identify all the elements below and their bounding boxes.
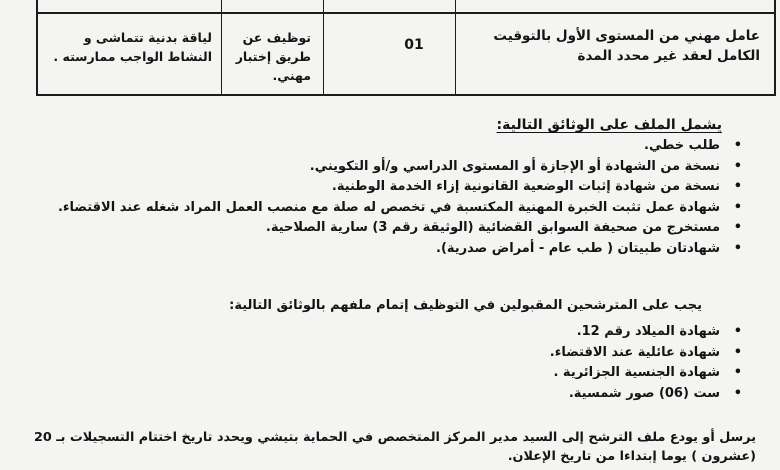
list-item-text: نسخة من الشهادة أو الإجازة أو المستوى الدراسي و/أو التكويني.: [309, 158, 720, 174]
list-item: [550, 363, 742, 384]
list-item-text: نسخة من شهادة إثبات الوضعية القانونية إزاء الخدمة الوطنية.: [331, 179, 720, 194]
list-item: [550, 343, 742, 364]
table-divider: [323, 0, 324, 94]
list-item: [58, 218, 742, 239]
list-item: [550, 322, 742, 343]
bullet-icon: •: [733, 179, 742, 194]
job-title-cell: عامل مهني من المستوى الأول بالتوقيت الكامل لعقد غير محدد المدة: [493, 28, 760, 64]
list-item-text: مستخرج من صحيفة السوابق القضائية (الوثيقة رقم 3) سارية الصلاحية.: [265, 220, 720, 235]
job-table: [36, 0, 776, 96]
submission-note: يرسل أو يودع ملف الترشح إلى السيد مدير المركز المتخصص في الحماية بتيشي ويحدد تاريخ اختتام التسجيلات بـ 20 (عشرون ) يوما إبتداءا من تاريخ الإعلان.: [33, 430, 756, 464]
list-item-text: شهادتان طبيتان ( طب عام - أمراض صدرية).: [436, 240, 720, 256]
list-item: [58, 239, 742, 260]
accepted-documents-list: [550, 322, 742, 404]
recruitment-method-cell: توظيف عن طريق إختبار مهني.: [235, 30, 311, 83]
bullet-icon: •: [733, 344, 742, 360]
table-divider: [455, 0, 456, 94]
documents-list: [58, 136, 742, 259]
bullet-icon: •: [733, 138, 742, 153]
bullet-icon: •: [733, 365, 742, 380]
bullet-icon: •: [733, 240, 742, 256]
requirements-cell: لياقة بدنية تتماشى و النشاط الواجب ممارسته .: [53, 30, 212, 64]
bullet-icon: •: [733, 158, 742, 174]
list-item-text: طلب خطي.: [644, 138, 720, 153]
list-item: [58, 136, 742, 157]
table-header-row: [38, 0, 774, 14]
list-item: [58, 177, 742, 198]
list-item: [550, 384, 742, 405]
list-item-text: شهادة الميلاد رقم 12.: [576, 324, 720, 339]
bullet-icon: •: [733, 220, 742, 235]
bullet-icon: •: [733, 199, 742, 215]
list-item-text: شهادة عمل تثبت الخبرة المهنية المكتسبة في تخصص له صلة مع منصب العمل المراد شغله عند الاقتضاء.: [57, 199, 720, 215]
list-item: [58, 157, 742, 178]
list-item: [58, 198, 742, 219]
list-item-text: ست (06) صور شمسية.: [568, 385, 720, 401]
list-item-text: شهادة الجنسية الجزائرية .: [553, 365, 720, 380]
accepted-intro: يجب على المترشحين المقبولين في التوظيف إتمام ملفهم بالوثائق التالية:: [229, 298, 702, 313]
table-divider: [221, 0, 222, 94]
documents-heading: يشمل الملف على الوثائق التالية:: [496, 117, 722, 133]
list-item-text: شهادة عائلية عند الاقتضاء.: [549, 344, 720, 360]
bullet-icon: •: [733, 324, 742, 339]
bullet-icon: •: [733, 385, 742, 401]
positions-count-cell: 01: [404, 37, 424, 53]
